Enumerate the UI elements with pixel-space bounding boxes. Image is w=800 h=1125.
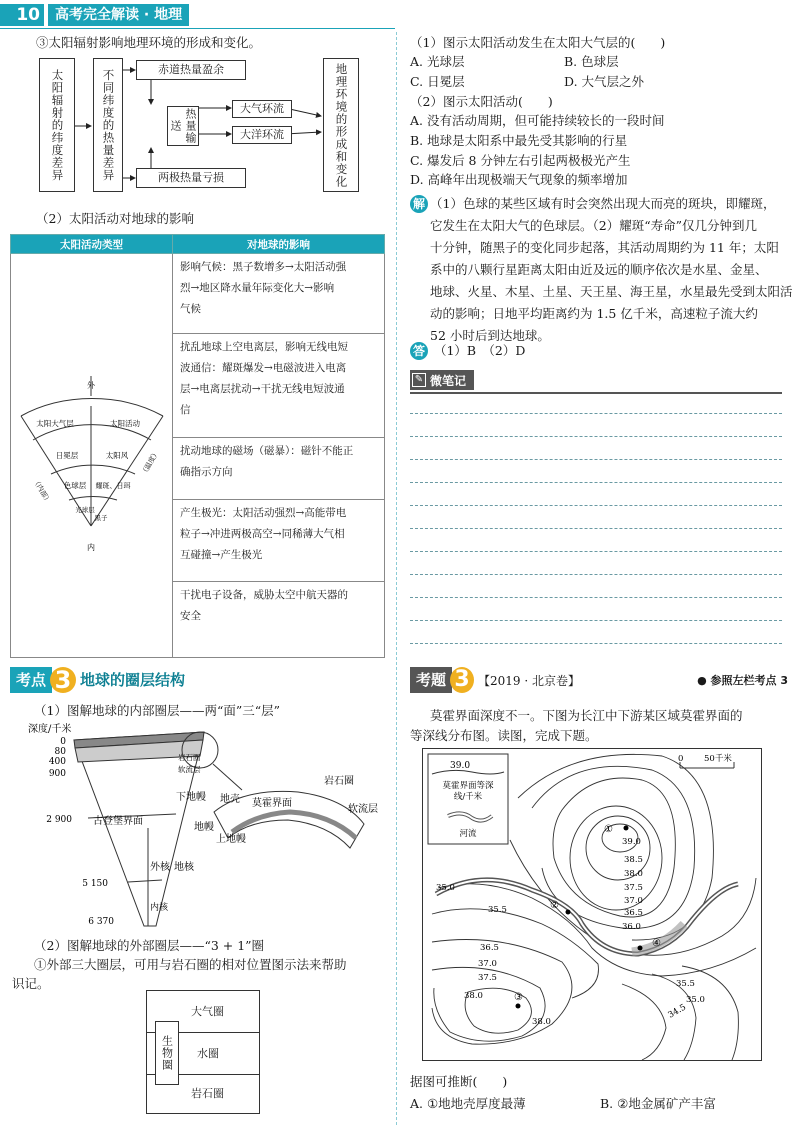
legend-text-1: 莫霍界面等深 bbox=[442, 781, 494, 791]
solar-structure-diagram bbox=[11, 254, 171, 649]
upper-mantle-label: 上地幔 bbox=[216, 834, 246, 845]
q1-option-b: B. 色球层 bbox=[564, 54, 619, 69]
contour-left-375: 37.5 bbox=[478, 973, 497, 983]
q2-option-c: C. 爆发后 8 分钟左右引起两极极光产生 bbox=[410, 153, 631, 168]
flow-box-atmos-circulation: 大气环流 bbox=[232, 100, 292, 118]
diag-photosphere: 光球层 bbox=[75, 506, 95, 514]
contour-left-37: 37.0 bbox=[478, 959, 497, 969]
q1-option-d: D. 大气层之外 bbox=[564, 74, 645, 89]
column-divider bbox=[396, 32, 397, 1125]
effect-aurora: 产生极光：太阳活动强烈→高能带电 粒子→冲进两极高空→同稀薄大气相 互碰撞→产生极光 bbox=[173, 500, 385, 582]
diag-sunspot: 黑子 bbox=[94, 514, 108, 522]
depth-2900: 2 900 bbox=[46, 815, 72, 825]
diag-solar-wind: 太阳风 bbox=[105, 451, 129, 460]
answer-badge: 答 bbox=[410, 342, 428, 360]
note-line[interactable] bbox=[410, 459, 782, 460]
outer-spheres-diagram bbox=[146, 990, 260, 1114]
explanation-line-6: 动的影响；日地平均距离约为 1.5 亿千米，高速粒子流大约 bbox=[430, 306, 758, 321]
note-line[interactable] bbox=[410, 413, 782, 414]
explanation-line-5: 地球、火星、木星、土星、天王星、海王星，水星最先受到太阳活 bbox=[430, 284, 793, 299]
effect-climate: 影响气候：黑子数增多→太阳活动强 烈→地区降水量年际变化大→影响 气候 bbox=[173, 254, 385, 334]
topic-header bbox=[410, 667, 788, 693]
explanation-badge: 解 bbox=[410, 195, 428, 213]
explanation-line-4: 系中的八颗行星距离太阳由近及远的顺序依次是水星、金星、 bbox=[430, 262, 768, 277]
contour-36: 36.0 bbox=[622, 922, 641, 932]
effect-magnetic: 扰动地球的磁场（磁暴）：磁针不能正 确指示方向 bbox=[173, 438, 385, 500]
legend-value: 39.0 bbox=[450, 761, 471, 771]
q1-option-a: A. 光球层 bbox=[410, 54, 465, 69]
page-header bbox=[0, 0, 800, 32]
asthenosphere-label-1: 软流层 bbox=[178, 765, 201, 774]
gutenberg-label: 古登堡界面 bbox=[93, 816, 143, 827]
scale-label: 50千米 bbox=[704, 754, 732, 764]
flow-box-heat-transport: 热量输送 bbox=[169, 108, 197, 144]
answer-stem: 据图可推断( ) bbox=[410, 1074, 508, 1089]
contour-left-355: 35.5 bbox=[488, 905, 507, 915]
flow-box-heat-diff: 不同纬度的热量差异 bbox=[93, 58, 123, 192]
q2-stem: （2）图示太阳活动( ) bbox=[410, 94, 553, 109]
note-line[interactable] bbox=[410, 574, 782, 575]
point-4: ④ bbox=[652, 938, 661, 949]
diag-temp-note: （温度） bbox=[139, 448, 161, 477]
answer-row bbox=[410, 341, 525, 360]
lower-mantle-label: 下地幔 bbox=[176, 792, 206, 803]
note-line[interactable] bbox=[410, 551, 782, 552]
diag-inner-note: （内部） bbox=[31, 477, 53, 506]
contour-left-38a: 38.0 bbox=[464, 991, 483, 1001]
point-2: ② bbox=[550, 900, 559, 911]
item3-text: ③太阳辐射影响地理环境的形成和变化。 bbox=[36, 35, 262, 50]
table-header-effect: 对地球的影响 bbox=[173, 235, 385, 254]
contour-right-345: 34.5 bbox=[666, 1002, 688, 1021]
depth-5150: 5 150 bbox=[82, 879, 108, 889]
depth-400: 400 bbox=[48, 757, 66, 767]
intro-line-1: 莫霍界面深度不一。下图为长江中下游某区域莫霍界面的 bbox=[430, 708, 743, 723]
s2-heading: （2）图解地球的外部圈层——“3 + 1”圈 bbox=[34, 938, 265, 953]
diag-solar-activity: 太阳活动 bbox=[110, 419, 140, 428]
contour-left-38b: 38.0 bbox=[532, 1017, 551, 1027]
diag-chromosphere: 色球层 bbox=[63, 481, 87, 490]
sphere-biosphere: 生物圈 bbox=[155, 1021, 179, 1085]
explanation-line-2: 它发生在太阳大气的色球层。（2）耀斑“寿命”仅几分钟到几 bbox=[430, 218, 757, 233]
contour-39: 39.0 bbox=[622, 837, 641, 847]
section-header-3 bbox=[10, 667, 185, 693]
flow-box-latitude-diff: 太阳辐射的纬度差异 bbox=[39, 58, 75, 192]
solar-activity-table bbox=[10, 234, 385, 648]
legend-text-2: 线/千米 bbox=[453, 792, 483, 802]
point-3: ③ bbox=[514, 992, 523, 1003]
sphere-hydrosphere: 水圈 bbox=[147, 1033, 259, 1075]
q2-option-d: D. 高峰年出现极端天气现象的频率增加 bbox=[410, 172, 628, 187]
note-line[interactable] bbox=[410, 643, 782, 644]
note-line[interactable] bbox=[410, 597, 782, 598]
q2-option-b: B. 地球是太阳系中最先受其影响的行星 bbox=[410, 133, 628, 148]
notes-title: 微笔记 bbox=[430, 373, 467, 388]
section-title: 地球的圈层结构 bbox=[80, 671, 186, 689]
section-label: 考点 bbox=[10, 667, 52, 693]
section-number: 3 bbox=[50, 667, 76, 693]
depth-label: 深度/千米 bbox=[28, 724, 72, 735]
diag-corona: 日冕层 bbox=[55, 451, 79, 460]
contour-385: 38.5 bbox=[624, 855, 643, 865]
explanation-line-1: （1）色球的某些区域有时会突然出现大而亮的斑块，即耀斑， bbox=[430, 196, 776, 211]
moho-label: 莫霍界面 bbox=[252, 798, 292, 809]
lithosphere-label-1: 岩石圈 bbox=[178, 753, 201, 762]
sub2-heading: （2）太阳活动对地球的影响 bbox=[36, 211, 194, 226]
contour-left-35: 35.0 bbox=[436, 883, 455, 893]
mantle-label: 地幔 bbox=[194, 822, 214, 833]
page-number: 10 bbox=[0, 4, 44, 26]
pencil-icon: ✎ bbox=[412, 373, 426, 387]
topic-reference: ● 参照左栏考点 3 bbox=[697, 674, 788, 687]
radiation-flow-diagram bbox=[35, 56, 380, 196]
outer-core-label: 外核 bbox=[150, 862, 170, 873]
solar-structure-cell bbox=[11, 254, 173, 658]
option-b: B. ②地金属矿产丰富 bbox=[600, 1096, 716, 1111]
sphere-atmosphere: 大气圈 bbox=[147, 991, 259, 1033]
earth-interior-diagram bbox=[28, 720, 388, 932]
asthenosphere-label-2: 软流层 bbox=[348, 804, 378, 815]
s1-heading: （1）图解地球的内部圈层——两“面”三“层” bbox=[34, 703, 281, 718]
topic-label: 考题 bbox=[410, 667, 452, 693]
s2-body-2: 识记。 bbox=[12, 976, 50, 991]
lithosphere-label-2: 岩石圈 bbox=[324, 776, 354, 787]
note-line[interactable] bbox=[410, 620, 782, 621]
note-line[interactable] bbox=[410, 528, 782, 529]
table-header-type: 太阳活动类型 bbox=[11, 235, 173, 254]
scale-zero: 0 bbox=[678, 754, 684, 764]
topic-number: 3 bbox=[450, 667, 474, 693]
effect-ionosphere: 扰乱地球上空电离层，影响无线电短 波通信：耀斑爆发→电磁波进入电离 层→电离层扰动→干扰无线电短波通 信 bbox=[173, 334, 385, 438]
flow-box-ocean-circulation: 大洋环流 bbox=[232, 126, 292, 144]
effect-spacecraft: 干扰电子设备，威胁太空中航天器的 安全 bbox=[173, 582, 385, 658]
depth-900: 900 bbox=[48, 769, 66, 779]
flow-box-geo-env: 地理环境的形成和变化 bbox=[323, 58, 359, 192]
diag-outer: 外 bbox=[87, 381, 95, 390]
header-rule bbox=[0, 28, 395, 29]
notes-header bbox=[410, 370, 474, 390]
topic-source: 【2019 · 北京卷】 bbox=[478, 673, 580, 688]
contour-37: 37.0 bbox=[624, 896, 643, 906]
contour-right-355: 35.5 bbox=[676, 979, 695, 989]
intro-line-2: 等深线分布图。读图，完成下题。 bbox=[410, 728, 598, 743]
answer-text: （1）B （2）D bbox=[433, 343, 526, 358]
diag-flare: 耀斑、日珥 bbox=[95, 482, 131, 490]
book-title: 高考完全解读 · 地理 bbox=[48, 4, 189, 26]
explanation-line-7: 52 小时后到达地球。 bbox=[430, 328, 550, 343]
depth-0: 0 bbox=[60, 737, 66, 747]
option-a: A. ①地地壳厚度最薄 bbox=[410, 1096, 526, 1111]
diag-inner: 内 bbox=[87, 543, 95, 552]
contour-left-365: 36.5 bbox=[480, 943, 499, 953]
explanation-line-3: 十分钟，随黑子的变化同步起落，其活动周期约为 11 年；太阳 bbox=[430, 240, 779, 255]
flow-box-equator-surplus: 赤道热量盈余 bbox=[136, 60, 246, 80]
note-line[interactable] bbox=[410, 436, 782, 437]
core-label: 地核 bbox=[174, 862, 194, 873]
contour-365: 36.5 bbox=[624, 908, 643, 918]
note-line[interactable] bbox=[410, 482, 782, 483]
q1-option-c: C. 日冕层 bbox=[410, 74, 465, 89]
inner-core-label: 内核 bbox=[150, 903, 169, 913]
depth-6370: 6 370 bbox=[88, 917, 114, 927]
notes-top-rule bbox=[410, 392, 782, 394]
q2-option-a: A. 没有活动周期，但可能持续较长的一段时间 bbox=[410, 113, 665, 128]
crust-label: 地壳 bbox=[220, 794, 240, 805]
s2-body-1: ①外部三大圈层，可用与岩石圈的相对位置图示法来帮助 bbox=[34, 957, 347, 972]
q1-stem: （1）图示太阳活动发生在太阳大气层的( ) bbox=[410, 35, 666, 50]
diag-solar-atmos: 太阳大气层 bbox=[36, 419, 74, 428]
legend-river: 河流 bbox=[459, 829, 477, 839]
contour-38: 38.0 bbox=[624, 869, 643, 879]
contour-right-35: 35.0 bbox=[686, 995, 705, 1005]
moho-isoline-map bbox=[422, 748, 762, 1062]
flow-box-polar-deficit: 两极热量亏损 bbox=[136, 168, 246, 188]
point-1: ① bbox=[604, 824, 613, 835]
contour-375: 37.5 bbox=[624, 883, 643, 893]
depth-80: 80 bbox=[54, 747, 66, 757]
note-line[interactable] bbox=[410, 505, 782, 506]
sphere-lithosphere: 岩石圈 bbox=[191, 1087, 224, 1100]
